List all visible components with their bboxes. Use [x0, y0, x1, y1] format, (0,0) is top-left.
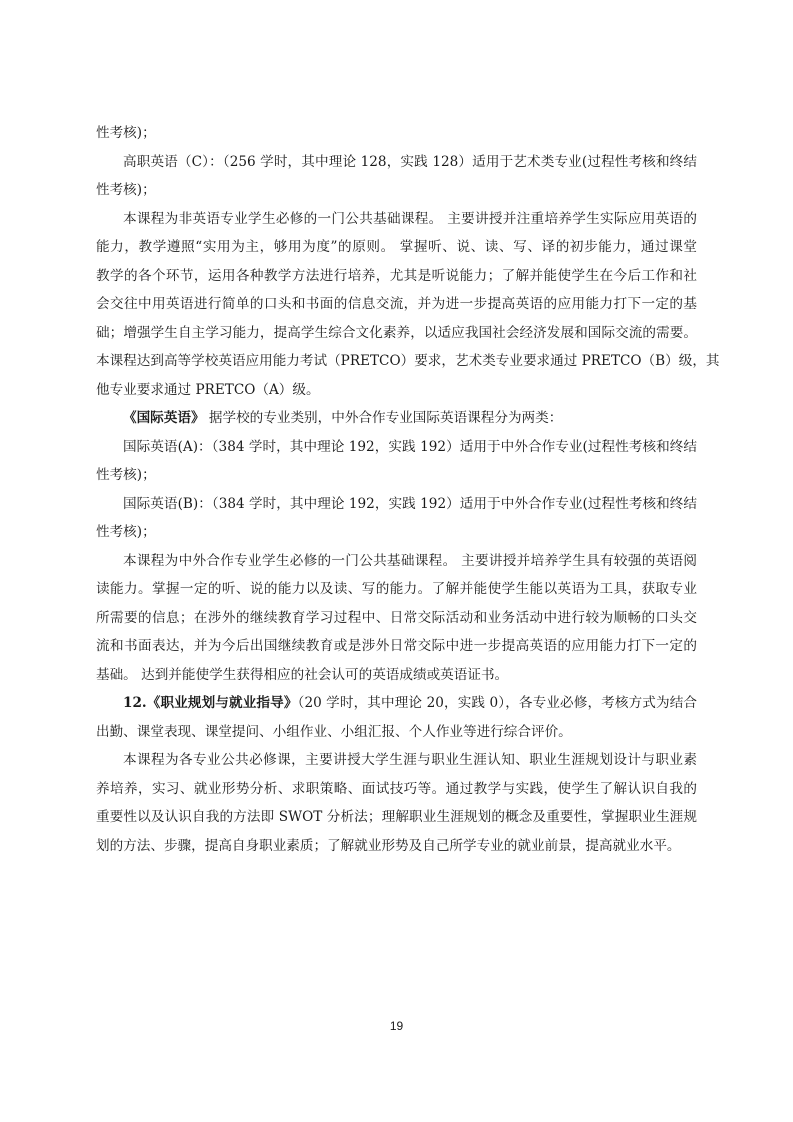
line-text: 据学校的专业类别，中外合作专业国际英语课程分为两类：	[204, 410, 563, 426]
line-text: 他专业要求通过 PRETCO（A）级。	[96, 381, 320, 398]
line-text: 划的方法、步骤，提高自身职业素质；了解就业形势及自己所学专业的就业前景，提高就业水平。	[96, 837, 681, 854]
line-text: 国际英语(B)：（384 学时，其中理论 192，实践 192）适用于中外合作专业(过程性考核和终结	[123, 495, 697, 512]
text-line	[96, 775, 697, 804]
line-text: 高职英语（C）：（256 学时，其中理论 128，实践 128）适用于艺术类专业(过程性考核和终结	[123, 153, 697, 170]
line-text: 本课程为中外合作专业学生必修的一门公共基础课程。 主要讲授并培养学生具有较强的英语阅	[123, 552, 697, 569]
text-line	[96, 803, 697, 832]
line-text: 重要性以及认识自我的方法即 SWOT 分析法；理解职业生涯规划的概念及重要性，掌握职业生涯规	[96, 809, 697, 825]
text-line	[96, 547, 697, 576]
line-text: 本课程为各专业公共必修课，主要讲授大学生涯与职业生涯认知、职业生涯规划设计与职业素	[123, 752, 697, 768]
document-body	[96, 119, 720, 860]
line-text: 性考核)；	[96, 182, 156, 198]
text-line	[96, 119, 697, 148]
text-line	[96, 347, 720, 376]
text-line	[96, 262, 697, 291]
line-text: 所需要的信息；在涉外的继续教育学习过程中、日常交际活动和业务活动中进行较为顺畅的口头交	[96, 609, 697, 626]
line-text: 能力，教学遵照“实用为主，够用为度”的原则。 掌握听、说、读、写、译的初步能力，通过课堂	[96, 239, 697, 255]
line-text: 性考核)；	[96, 467, 156, 483]
text-line	[96, 632, 697, 661]
text-line	[96, 518, 697, 547]
line-text: 读能力。掌握一定的听、说的能力以及读、写的能力。了解并能使学生能以英语为工具，获取专业	[96, 581, 697, 597]
text-line	[96, 575, 697, 604]
line-text: 养培养，实习、就业形势分析、求职策略、面试技巧等。通过教学与实践，使学生了解认识自我的	[96, 780, 697, 797]
line-text: 性考核)；	[96, 125, 156, 141]
text-line	[96, 661, 697, 690]
line-text: 本课程为非英语专业学生必修的一门公共基础课程。 主要讲授并注重培养学生实际应用英语的	[123, 210, 697, 227]
line-text: （20 学时，其中理论 20，实践 0），各专业必修，考核方式为结合	[297, 695, 697, 711]
bold-heading: 《国际英语》	[123, 410, 205, 426]
text-line	[96, 433, 697, 462]
text-line	[96, 205, 697, 234]
line-text: 国际英语(A)：（384 学时，其中理论 192，实践 192）适用于中外合作专业(过程性考核和终结	[123, 438, 697, 455]
line-text: 基础。 达到并能使学生获得相应的社会认可的英语成绩或英语证书。	[96, 666, 509, 683]
text-line	[96, 746, 697, 775]
text-line	[96, 689, 697, 718]
text-line	[96, 604, 697, 633]
line-text: 础；增强学生自主学习能力，提高学生综合文化素养，以适应我国社会经济发展和国际交流的需要。	[96, 324, 697, 341]
text-line	[96, 376, 697, 405]
text-line	[96, 718, 697, 747]
line-text: 性考核)；	[96, 524, 156, 540]
line-text: 会交往中用英语进行简单的口头和书面的信息交流，并为进一步提高英语的应用能力打下一定的基	[96, 296, 697, 312]
text-line	[96, 319, 697, 348]
bold-heading: 12.《职业规划与就业指导》	[123, 695, 298, 711]
line-text: 流和书面表达，并为今后出国继续教育或是涉外日常交际中进一步提高英语的应用能力打下一定的	[96, 638, 697, 654]
text-line	[96, 148, 697, 177]
text-line	[96, 233, 697, 262]
text-line	[96, 461, 697, 490]
text-line	[96, 404, 697, 433]
text-line	[96, 490, 697, 519]
text-line	[96, 832, 697, 861]
line-text: 教学的各个环节，运用各种教学方法进行培养，尤其是听说能力；了解并能使学生在今后工作和社	[96, 267, 697, 284]
line-text: 出勤、课堂表现、课堂提问、小组作业、小组汇报、个人作业等进行综合评价。	[96, 723, 572, 740]
page-number: 19	[389, 1019, 404, 1033]
line-text: 本课程达到高等学校英语应用能力考试（PRETCO）要求，艺术类专业要求通过 PRETCO（B）级，其	[96, 353, 720, 369]
text-line	[96, 176, 697, 205]
text-line	[96, 290, 697, 319]
